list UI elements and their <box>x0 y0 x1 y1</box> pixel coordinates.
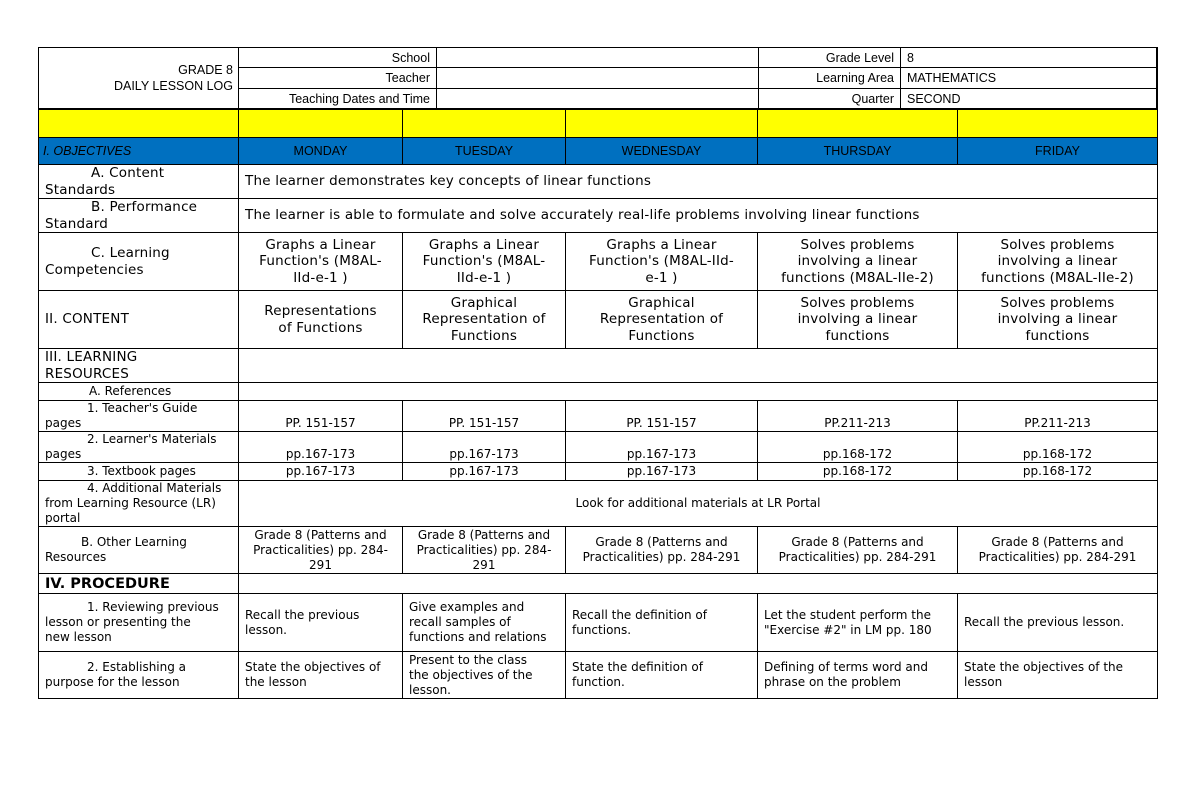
label-line: pages <box>45 416 82 430</box>
teaching-dates-field[interactable] <box>437 89 758 109</box>
competency-cell-line: functions (M8AL-IIe-2) <box>981 269 1134 286</box>
yellow-cell <box>758 110 958 138</box>
purpose-label <box>39 660 238 690</box>
teacher-field[interactable] <box>437 68 758 88</box>
other-resources-row <box>39 527 1158 574</box>
competency-cell-line: functions (M8AL-IIe-2) <box>781 269 934 286</box>
lesson-log-table <box>38 109 1158 699</box>
other-resources-cell-line: 291 <box>472 557 496 572</box>
header-left-table <box>238 47 759 110</box>
day-header-wednesday: WEDNESDAY <box>621 144 702 158</box>
other-resources-label <box>39 535 238 565</box>
competency-cell <box>958 237 1157 287</box>
other-resources-cell-line: Practicalities) pp. 284- <box>416 542 552 557</box>
competency-cell-line: Function's (M8AL-IId- <box>589 253 734 270</box>
day-header-row <box>39 138 1158 165</box>
day-header-tuesday: TUESDAY <box>454 144 514 158</box>
competency-cell-line: IId-e-1 ) <box>456 269 512 286</box>
competency-cell-line: Function's (M8AL- <box>259 253 382 270</box>
reviewing-cell <box>566 608 757 638</box>
content-cell-line: Solves problems <box>1000 294 1115 311</box>
label-line: Resources <box>45 550 107 564</box>
reviewing-cell-line: "Exercise #2" in LM pp. 180 <box>764 622 932 637</box>
yellow-band-row <box>39 110 1158 138</box>
title-line-2: DAILY LESSON LOG <box>113 79 233 93</box>
purpose-cell-line: State the definition of <box>572 660 703 674</box>
additional-materials-row <box>39 481 1158 527</box>
content-cell <box>758 295 957 345</box>
yellow-cell <box>403 110 566 138</box>
tg-page-cell: PP.211-213 <box>824 415 891 430</box>
competency-cell <box>566 237 757 287</box>
reviewing-cell-line: functions and relations <box>409 630 547 644</box>
label-line: 1. Teacher's Guide <box>87 401 198 415</box>
purpose-cell-line: Defining of terms word and <box>764 660 928 674</box>
other-resources-cell-line: Practicalities) pp. 284-291 <box>582 550 741 564</box>
label-line: 2. Establishing a <box>87 660 187 674</box>
reviewing-cell-line: Recall the previous <box>245 607 360 622</box>
other-resources-cell <box>566 535 757 565</box>
other-resources-cell-line: Grade 8 (Patterns and <box>417 527 551 542</box>
content-cell-line: involving a linear <box>997 311 1118 328</box>
tb-page-cell: pp.167-173 <box>449 464 519 478</box>
competency-cell-line: Solves problems <box>1000 236 1115 253</box>
content-cell-line: Functions <box>450 327 518 344</box>
other-resources-cell <box>758 535 957 565</box>
other-resources-cell-line: Practicalities) pp. 284- <box>253 542 388 557</box>
content-cell-line: Solves problems <box>800 294 915 311</box>
quarter-value[interactable]: SECOND <box>907 92 961 106</box>
lm-page-cell: pp.168-172 <box>1022 446 1093 461</box>
other-resources-cell <box>403 528 565 573</box>
label-line: purpose for the lesson <box>45 675 180 689</box>
quarter-label: Quarter <box>851 92 894 106</box>
competency-cell-line: e-1 ) <box>645 269 678 286</box>
school-label: School <box>391 50 430 65</box>
content-standards-label <box>39 165 238 198</box>
dll-title <box>39 62 235 94</box>
competency-cell-line: involving a linear <box>797 253 918 270</box>
label-line: A. Content <box>91 165 165 181</box>
resources-label <box>39 349 238 382</box>
content-row <box>39 291 1158 349</box>
purpose-cell-line: lesson. <box>409 682 451 697</box>
tg-page-cell: PP. 151-157 <box>448 415 520 430</box>
content-cell-line: functions <box>825 327 890 344</box>
label-line: portal <box>45 511 81 525</box>
content-cell-line: of Functions <box>278 319 363 336</box>
yellow-cell <box>958 110 1158 138</box>
other-resources-cell-line: Grade 8 (Patterns and <box>791 535 924 549</box>
content-cell <box>958 295 1157 345</box>
reviewing-cell <box>403 600 565 645</box>
label-line: from Learning Resource (LR) <box>45 496 216 510</box>
other-resources-cell-line: Practicalities) pp. 284-291 <box>778 550 937 564</box>
other-resources-cell-line: 291 <box>309 557 332 572</box>
content-cell <box>566 295 757 345</box>
content-cell <box>239 303 402 336</box>
purpose-row <box>39 652 1158 699</box>
tg-page-cell: PP.211-213 <box>1024 415 1091 430</box>
performance-standard-label <box>39 199 238 232</box>
other-resources-cell-line: Practicalities) pp. 284-291 <box>978 550 1137 564</box>
lm-page-cell: pp.167-173 <box>449 446 519 461</box>
additional-materials-label <box>39 481 238 526</box>
reviewing-cell <box>958 615 1157 630</box>
textbook-label: 3. Textbook pages <box>87 464 196 478</box>
lm-page-cell: pp.167-173 <box>626 446 697 461</box>
content-standards-row <box>39 165 1158 199</box>
tb-page-cell: pp.167-173 <box>285 464 356 478</box>
textbook-row <box>39 463 1158 481</box>
purpose-cell <box>403 653 565 698</box>
day-header-monday: MONDAY <box>293 144 348 158</box>
other-resources-cell-line: Grade 8 (Patterns and <box>595 535 728 549</box>
content-cell-line: Graphical <box>450 294 518 311</box>
learning-area-value[interactable]: MATHEMATICS <box>907 71 997 85</box>
other-resources-cell-line: Grade 8 (Patterns and <box>254 527 387 542</box>
label-line: pages <box>45 447 82 461</box>
school-field[interactable] <box>437 48 758 67</box>
other-resources-cell-line: Grade 8 (Patterns and <box>991 535 1124 549</box>
resources-row <box>39 349 1158 383</box>
reviewing-cell-line: Let the student perform the <box>764 607 931 622</box>
label-line: III. LEARNING <box>45 349 138 365</box>
content-cell-line: Representations <box>264 303 377 319</box>
purpose-cell <box>758 660 957 690</box>
label-line: 1. Reviewing previous <box>87 600 219 614</box>
label-line: C. Learning <box>91 245 170 261</box>
label-line: Standards <box>45 181 116 198</box>
content-cell-line: involving a linear <box>797 311 918 328</box>
competency-cell-line: Graphs a Linear <box>606 236 717 253</box>
competency-cell-line: IId-e-1 ) <box>293 269 348 286</box>
label-line: lesson or presenting the <box>45 615 191 629</box>
competency-cell-line: Graphs a Linear <box>265 236 376 253</box>
label-line: new lesson <box>45 630 112 644</box>
teachers-guide-row <box>39 401 1158 432</box>
competencies-label <box>39 245 238 278</box>
grade-level-value[interactable]: 8 <box>907 50 914 65</box>
purpose-cell-line: the objectives of the <box>409 667 533 682</box>
purpose-cell-line: function. <box>572 675 625 689</box>
label-line: RESOURCES <box>45 365 130 382</box>
reviewing-cell <box>758 608 957 638</box>
tb-page-cell: pp.167-173 <box>626 464 697 478</box>
content-standards-text: The learner demonstrates key concepts of linear functions <box>245 173 652 190</box>
reviewing-cell-line: recall samples of <box>409 615 511 629</box>
reviewing-cell-line: Recall the previous lesson. <box>964 615 1125 629</box>
content-cell-line: functions <box>1025 327 1090 344</box>
content-label: II. CONTENT <box>45 311 130 328</box>
references-label: A. References <box>89 384 172 398</box>
label-line: Competencies <box>45 261 144 278</box>
content-cell-line: Graphical <box>628 294 695 311</box>
reviewing-label <box>39 600 238 645</box>
competency-cell <box>403 237 565 287</box>
performance-standard-row <box>39 199 1158 233</box>
reviewing-cell <box>239 608 402 638</box>
teachers-guide-label <box>39 401 238 431</box>
yellow-cell <box>566 110 758 138</box>
competency-cell-line: Graphs a Linear <box>428 236 540 253</box>
lm-page-cell: pp.168-172 <box>822 446 893 461</box>
label-line: 4. Additional Materials <box>87 481 222 495</box>
content-cell-line: Functions <box>628 327 695 344</box>
reviewing-row <box>39 594 1158 652</box>
yellow-cell <box>39 110 239 138</box>
competencies-row <box>39 233 1158 291</box>
content-cell-line: Representation of <box>599 311 724 328</box>
label-line: B. Other Learning <box>81 535 187 549</box>
references-row <box>39 383 1158 401</box>
content-cell-line: Representation of <box>422 311 546 328</box>
yellow-cell <box>239 110 403 138</box>
purpose-cell-line: State the objectives of <box>245 660 381 674</box>
competency-cell-line: Solves problems <box>800 236 915 253</box>
competency-cell <box>758 237 957 287</box>
learners-materials-row <box>39 432 1158 463</box>
purpose-cell-line: the lesson <box>245 675 307 689</box>
lm-page-cell: pp.167-173 <box>285 446 356 461</box>
tb-page-cell: pp.168-172 <box>1022 464 1093 478</box>
purpose-cell <box>958 660 1157 690</box>
other-resources-cell <box>958 535 1157 565</box>
header-right-table <box>758 47 1158 110</box>
label-line: 2. Learner's Materials <box>87 432 217 446</box>
additional-materials-text: Look for additional materials at LR Portal <box>575 496 821 510</box>
grade-level-label: Grade Level <box>825 50 894 65</box>
purpose-cell-line: lesson <box>964 675 1003 689</box>
reviewing-cell-line: functions. <box>572 622 632 637</box>
procedure-row <box>39 574 1158 594</box>
label-line: Standard <box>45 215 109 232</box>
label-line: B. Performance <box>91 199 198 215</box>
learners-materials-label <box>39 432 238 462</box>
competency-cell-line: Function's (M8AL- <box>422 253 546 270</box>
purpose-cell-line: State the objectives of the <box>964 660 1124 674</box>
content-cell <box>403 295 565 345</box>
tb-page-cell: pp.168-172 <box>822 464 893 478</box>
other-resources-cell <box>239 528 402 573</box>
reviewing-cell-line: Give examples and <box>409 600 525 614</box>
reviewing-cell-line: Recall the definition of <box>572 607 707 622</box>
learning-area-label: Learning Area <box>816 71 894 85</box>
tg-page-cell: PP. 151-157 <box>285 415 356 430</box>
purpose-cell-line: phrase on the problem <box>764 675 901 689</box>
tg-page-cell: PP. 151-157 <box>626 415 697 430</box>
day-header-thursday: THURSDAY <box>823 144 892 158</box>
title-line-1: GRADE 8 <box>178 63 233 77</box>
competency-cell <box>239 237 402 287</box>
teacher-label: Teacher <box>385 71 430 85</box>
performance-standard-text: The learner is able to formulate and solve accurately real-life problems involving linear functions <box>245 207 920 224</box>
day-header-friday: FRIDAY <box>1035 144 1080 158</box>
competency-cell-line: involving a linear <box>997 253 1118 270</box>
purpose-cell-line: Present to the class <box>409 652 527 667</box>
teaching-dates-label: Teaching Dates and Time <box>288 92 430 106</box>
purpose-cell <box>239 660 402 690</box>
objectives-heading: I. OBJECTIVES <box>43 144 132 158</box>
procedure-heading: IV. PROCEDURE <box>45 575 170 592</box>
purpose-cell <box>566 660 757 690</box>
reviewing-cell-line: lesson. <box>245 622 287 637</box>
